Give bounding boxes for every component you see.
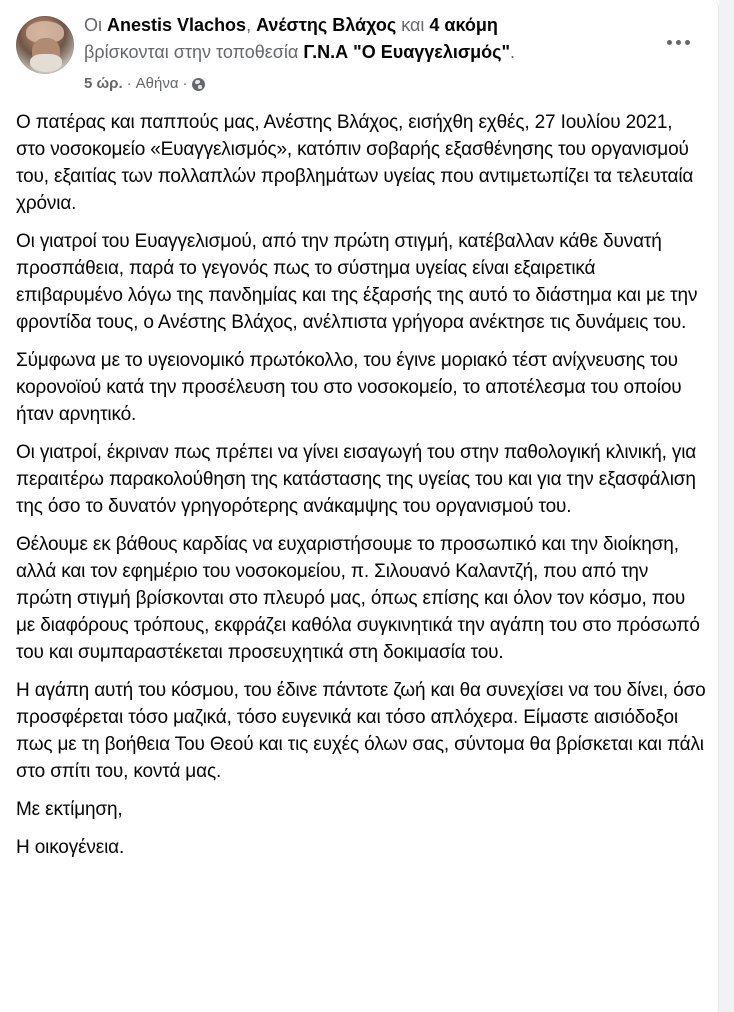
more-horizontal-icon	[685, 40, 690, 45]
post-signoff: Με εκτίμηση,	[16, 799, 123, 820]
meta-separator: ·	[182, 75, 188, 92]
post-body	[16, 109, 706, 872]
post-paragraph: Σύμφωνα με το υγειονομικό πρωτόκολλο, του έγινε μοριακό τέστ ανίχνευσης του κορονοϊού κατά την προσέλευση του στο νοσοκομείο, το αποτέλεσμα του οποίου ήταν αρνητικό.	[16, 350, 682, 425]
post-header	[0, 0, 718, 104]
tagged-person-link-1[interactable]: Anestis Vlachos	[107, 15, 247, 35]
post-meta	[84, 73, 205, 95]
more-horizontal-icon	[667, 40, 672, 45]
location-link[interactable]: Γ.Ν.Α "Ο Ευαγγελισμός"	[303, 42, 511, 62]
avatar-beard-shape	[30, 54, 62, 72]
post-signature: Η οικογένεια.	[16, 837, 125, 858]
post-header-text	[84, 12, 644, 66]
post-paragraph: Θέλουμε εκ βάθους καρδίας να ευχαριστήσουμε το προσωπικό και την διοίκηση, αλλά και τον εφημέριο του νοσοκομείου, π. Σιλουανό Καλαντζή, που από την πρώτη στιγμή βρίσκονται στο πλευρό μας, όπως επίσης και όλον τον κόσμο, που με διαφόρους τρόπους, εκφράζει καθόλα συγκινητικά την αγάπη του στο πρόσωπό του και συμπαραστέκεται προσευχητικά στη δοκιμασία του.	[16, 534, 700, 663]
location-prefix: βρίσκονται στην τοποθεσία	[84, 42, 304, 62]
post-paragraph: Οι γιατροί του Ευαγγελισμού, από την πρώτη στιγμή, κατέβαλλαν κάθε δυνατή προσπάθεια, παρά το γεγονός πως το σύστημα υγείας είναι εξαιρετικά επιβαρυμένο λόγω της πανδημίας και της έξαρσής της αυτό το διάστημα και με την φροντίδα τους, ο Ανέστης Βλάχος, ανέλπιστα γρήγορα ανέκτησε τις δυνάμεις του.	[16, 231, 698, 333]
timestamp-link[interactable]: 5 ώρ.	[84, 75, 123, 92]
place-link[interactable]: Αθήνα	[135, 75, 179, 92]
post-paragraph: Οι γιατροί, έκριναν πως πρέπει να γίνει εισαγωγή του στην παθολογική κλινική, για περαιτέρω παρακολούθηση της κατάστασης της υγείας του και για την εξασφάλιση της όσο το δυνατόν γρηγορότερης ανάκαμψης του οργανισμού του.	[16, 442, 697, 517]
page-background-edge	[719, 0, 734, 1012]
meta-separator: ·	[126, 75, 132, 92]
header-prefix: Οι	[84, 15, 108, 35]
globe-icon[interactable]	[192, 78, 205, 91]
post-paragraph: Η αγάπη αυτή του κόσμου, του έδινε πάντοτε ζωή και θα συνεχίσει να του δίνει, όσο προσφέρεται τόσο μαζικά, τόσο ευγενικά και τόσο απλόχερα. Είμαστε αισιόδοξοι πως με τη βοήθεια Του Θεού και τις ευχές όλων σας, σύντομα θα βρίσκεται και πάλι στο σπίτι του, κοντά μας.	[16, 680, 706, 782]
post-paragraph: Ο πατέρας και παππούς μας, Ανέστης Βλάχος, εισήχθη εχθές, 27 Ιουλίου 2021, στο νοσοκομείο «Ευαγγελισμός», κατόπιν σοβαρής εξασθένησης του οργανισμού του, εξαιτίας των πολλαπλών προβλημάτων υγείας που αντιμετωπίζει τα τελευταία χρόνια.	[16, 112, 694, 214]
more-options-button[interactable]	[656, 28, 700, 56]
header-connector: και	[396, 15, 430, 35]
avatar[interactable]	[16, 16, 74, 74]
others-link[interactable]: 4 ακόμη	[429, 15, 498, 35]
header-period: .	[510, 42, 516, 62]
more-horizontal-icon	[676, 40, 681, 45]
header-comma: ,	[246, 15, 257, 35]
tagged-person-link-2[interactable]: Ανέστης Βλάχος	[256, 15, 397, 35]
